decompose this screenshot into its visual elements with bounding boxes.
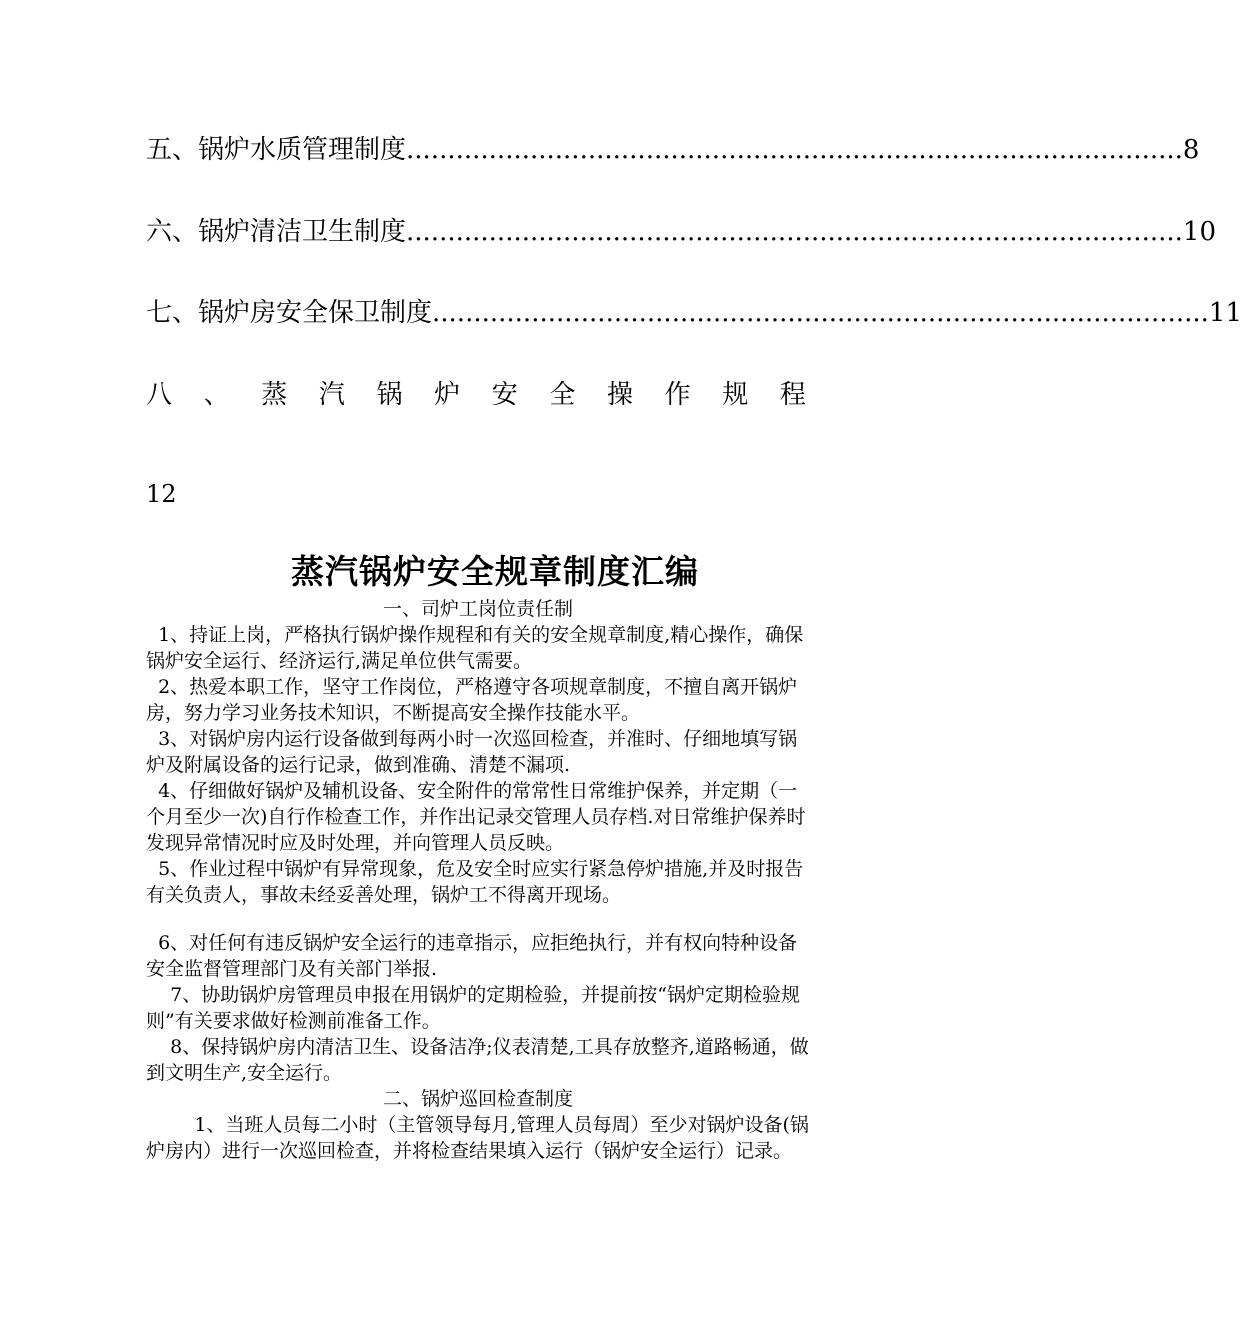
toc-item-char: 、 [203,380,230,410]
paragraph: 3、对锅炉房内运行设备做到每两小时一次巡回检查，并准时、仔细地填写锅炉及附属设备的运行记录，做到准确、清楚不漏项. [146,728,798,776]
paragraph: 2、热爱本职工作，坚守工作岗位，严格遵守各项规章制度，不擅自离开锅炉房，努力学习业务技术知识，不断提高安全操作技能水平。 [146,676,798,724]
section-1 [146,596,810,1164]
toc-item-6[interactable] [146,212,1216,252]
toc-item-5[interactable] [146,130,1200,170]
paragraph: 4、仔细做好锅炉及辅机设备、安全附件的常常性日常维护保养，并定期（一个月至少一次)自行作检查工作，并作出记录交管理人员存档.对日常维护保养时发现异常情况时应及时处理，并向管理人员反映。 [146,780,806,854]
document-title: 蒸汽锅炉安全规章制度汇编 [291,552,699,591]
toc-item-char: 操 [607,380,634,410]
toc-item-7[interactable] [146,293,1242,333]
toc-item-label: 五、锅炉水质管理制度 [146,135,407,165]
toc-item-page: 11 [1208,298,1242,328]
paragraph: 7、协助锅炉房管理员申报在用锅炉的定期检验，并提前按“锅炉定期检验规则”有关要求做好检测前准备工作。 [146,984,800,1032]
toc-item-char: 程 [779,380,806,410]
toc-item-8[interactable] [146,374,806,416]
toc-item-char: 蒸 [261,380,288,410]
toc-item-char: 规 [722,380,749,410]
paragraph: 1、当班人员每二小时（主管领导每月,管理人员每周）至少对锅炉设备(锅炉房内）进行一次巡回检查，并将检查结果填入运行（锅炉安全运行）记录。 [146,1114,809,1162]
blank-line [146,908,810,930]
toc-item-char: 炉 [434,380,461,410]
toc-item-char: 汽 [318,380,345,410]
paragraph: 5、作业过程中锅炉有异常现象，危及安全时应实行紧急停炉措施,并及时报告有关负责人，事故未经妥善处理，锅炉工不得离开现场。 [146,858,804,906]
toc-item-page: 8 [1182,135,1200,165]
section-heading: 二、锅炉巡回检查制度 [382,1088,573,1110]
section-heading: 一、司炉工岗位责任制 [382,598,573,620]
toc-leader-dots: .............................................................................................. [406,135,1183,165]
toc-leader-dots: .............................................................................................. [406,217,1183,247]
toc-item-label: 七、锅炉房安全保卫制度 [146,298,433,328]
toc-item-char: 全 [549,380,576,410]
toc-item-char: 作 [664,380,691,410]
toc-item-char: 锅 [376,380,403,410]
toc-item-page: 10 [1182,217,1216,247]
paragraph: 6、对任何有违反锅炉安全运行的违章指示，应拒绝执行，并有权向特种设备安全监督管理部门及有关部门举报. [146,932,798,980]
toc-leader-dots: .............................................................................................. [432,298,1209,328]
paragraph: 8、保持锅炉房内清洁卫生、设备洁净;仪表清楚,工具存放整齐,道路畅通，做到文明生产,安全运行。 [146,1036,809,1084]
toc-item-char: 安 [491,380,518,410]
toc-item-char: 八 [146,380,173,410]
paragraph: 1、持证上岗，严格执行锅炉操作规程和有关的安全规章制度,精心操作，确保锅炉安全运行、经济运行,满足单位供气需要。 [146,624,804,672]
toc-item-8-page: 12 [146,480,177,508]
toc-item-label: 六、锅炉清洁卫生制度 [146,217,407,247]
